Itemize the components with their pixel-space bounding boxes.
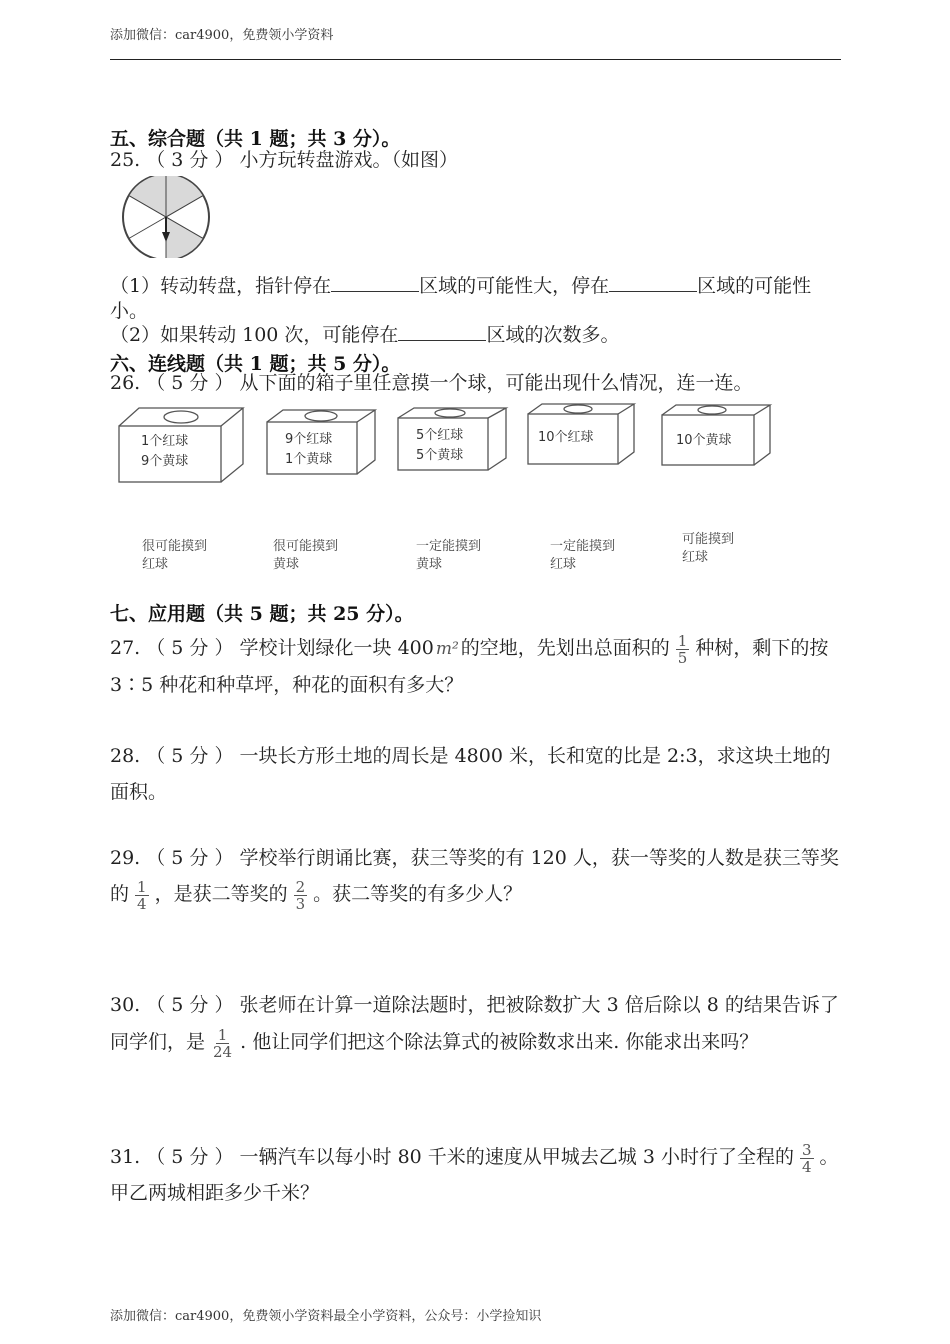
section-7-title: 七、应用题（共 5 题；共 25 分）。 xyxy=(110,603,414,625)
label-4-line-2: 红球 xyxy=(550,557,577,572)
question-score: （ 5 分 ） xyxy=(146,847,234,869)
question-number: 31. xyxy=(110,1146,141,1168)
label-1-line-2: 红球 xyxy=(142,557,169,572)
match-label-4[interactable] xyxy=(550,538,615,574)
question-number: 26. xyxy=(110,372,141,394)
question-text: 从下面的箱子里任意摸一个球，可能出现什么情况，连一连。 xyxy=(239,372,753,394)
label-2-line-2: 黄球 xyxy=(273,557,300,572)
section-5-title: 五、综合题（共 1 题；共 3 分）。 xyxy=(110,128,401,150)
ball-box-4 xyxy=(526,402,654,470)
question-number: 28. xyxy=(110,745,141,767)
fraction-two-thirds: $\frac{2}{3}$ xyxy=(295,877,306,913)
question-26 xyxy=(110,365,845,401)
fraction-three-quarters: $\frac{3}{4}$ xyxy=(801,1140,812,1176)
label-3-line-1: 一定能摸到 xyxy=(416,539,482,554)
part-1-text-b: 区域的可能性大，停在 xyxy=(419,275,610,297)
label-5-line-1: 可能摸到 xyxy=(682,532,735,547)
question-text-b: 的空地，先划出总面积的 xyxy=(460,637,670,659)
question-text-a: 张老师在计算一道除法题时，把被除数扩大 3 倍后除以 8 的结果告诉了同学们，是 xyxy=(110,994,839,1053)
part-1-text-c: 区域的可能性小。 xyxy=(110,275,812,322)
box-1-line-2: 9个黄球 xyxy=(141,454,189,469)
ball-box-5 xyxy=(660,403,788,471)
answer-blank[interactable] xyxy=(609,273,697,292)
question-27 xyxy=(110,630,845,703)
page-header-note: 添加微信：car4900，免费领小学资料 xyxy=(110,28,334,43)
question-text-c: 。获二等奖的有多少人？ xyxy=(313,883,523,905)
spinner-wheel-figure xyxy=(118,176,214,258)
question-text-b: ，是获二等奖的 xyxy=(154,883,288,905)
question-25-part-1 xyxy=(110,273,845,324)
box-3-line-2: 5个黄球 xyxy=(416,448,464,463)
answer-blank[interactable] xyxy=(331,273,419,292)
fraction-one-quarter: $\frac{1}{4}$ xyxy=(137,877,147,913)
question-text-a: 学校计划绿化一块 400 xyxy=(239,637,434,659)
question-25-part-2 xyxy=(110,322,845,348)
box-1-line-1: 1个红球 xyxy=(141,434,189,449)
match-label-1[interactable] xyxy=(142,538,207,574)
box-5-line-1: 10个黄球 xyxy=(676,433,732,448)
fraction-one-twenty-fourth: $\frac{1}{24}$ xyxy=(213,1025,233,1061)
question-text-b: . 他让同学们把这个除法算式的被除数求出来. 你能求出来吗？ xyxy=(240,1031,759,1053)
question-number: 27. xyxy=(110,637,141,659)
page-footer-note: 添加微信：car4900，免费领小学资料最全小学资料，公众号：小学捡知识 xyxy=(110,1309,542,1324)
match-label-2[interactable] xyxy=(273,538,338,574)
box-2-line-1: 9个红球 xyxy=(285,432,333,447)
question-score: （ 5 分 ） xyxy=(146,372,234,394)
box-4-line-1: 10个红球 xyxy=(538,430,594,445)
question-text-c: 种树，剩下的按 3∶5 种花和种草坪，种花的面积有多大？ xyxy=(110,637,829,696)
question-score: （ 3 分 ） xyxy=(146,149,234,171)
part-1-text-a: （1）转动转盘，指针停在 xyxy=(110,275,332,297)
answer-blank[interactable] xyxy=(398,322,486,341)
question-29 xyxy=(110,840,845,912)
question-25 xyxy=(110,142,845,178)
question-number: 29. xyxy=(110,847,141,869)
question-score: （ 5 分 ） xyxy=(146,1146,234,1168)
section-6-title: 六、连线题（共 1 题；共 5 分）。 xyxy=(110,353,401,375)
label-2-line-1: 很可能摸到 xyxy=(273,539,339,554)
question-text: 小方玩转盘游戏。（如图） xyxy=(239,149,459,171)
question-28 xyxy=(110,738,845,810)
question-number: 30. xyxy=(110,994,141,1016)
label-1-line-1: 很可能摸到 xyxy=(142,539,208,554)
question-text: 一块长方形土地的周长是 4800 米，长和宽的比是 2:3，求这块土地的面积。 xyxy=(110,745,831,803)
label-3-line-2: 黄球 xyxy=(416,557,443,572)
box-2-line-2: 1个黄球 xyxy=(285,452,333,467)
label-5-line-2: 红球 xyxy=(682,550,709,565)
unit-square-meter: m² xyxy=(435,639,459,659)
question-text-a: 一辆汽车以每小时 80 千米的速度从甲城去乙城 3 小时行了全程的 xyxy=(239,1146,794,1168)
question-30 xyxy=(110,987,845,1061)
match-label-3[interactable] xyxy=(416,538,481,574)
question-31 xyxy=(110,1139,845,1211)
question-text-a: 学校举行朗诵比赛，获三等奖的有 120 人，获一等奖的人数是获三等奖的 xyxy=(110,847,839,905)
label-4-line-1: 一定能摸到 xyxy=(550,539,616,554)
match-label-5[interactable] xyxy=(682,531,734,567)
part-2-text-b: 区域的次数多。 xyxy=(486,324,620,346)
ball-box-2 xyxy=(265,408,393,476)
ball-box-1 xyxy=(117,406,245,474)
question-score: （ 5 分 ） xyxy=(146,994,234,1016)
question-text-b: 。甲乙两城相距多少千米？ xyxy=(110,1146,839,1204)
question-number: 25. xyxy=(110,149,141,171)
ball-box-3 xyxy=(396,406,524,474)
fraction-one-fifth: $\frac{1}{5}$ xyxy=(677,631,688,667)
box-3-line-1: 5个红球 xyxy=(416,428,464,443)
header-rule xyxy=(110,59,841,60)
question-score: （ 5 分 ） xyxy=(146,745,234,767)
part-2-text-a: （2）如果转动 100 次，可能停在 xyxy=(110,324,399,346)
question-score: （ 5 分 ） xyxy=(146,637,234,659)
